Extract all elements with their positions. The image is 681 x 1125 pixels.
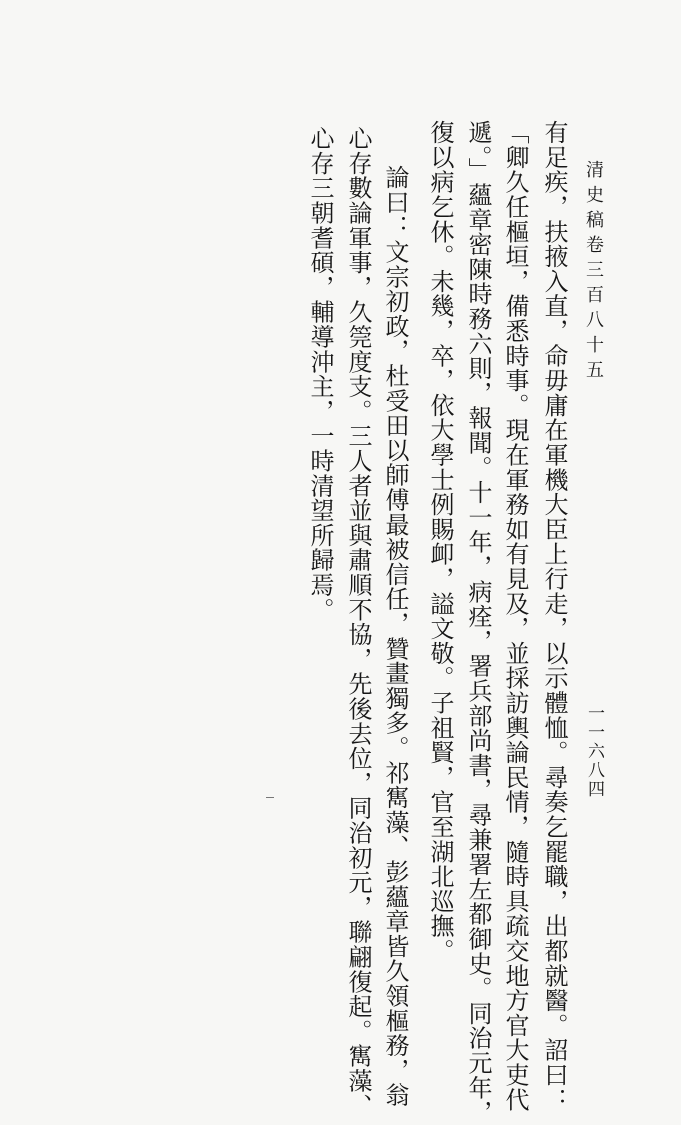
page-number: 一一六八四 — [584, 704, 604, 799]
text-column: 復以病乞休。未幾，卒，依大學士例賜卹，謚文敬。子祖賢，官至湖北巡撫。 — [426, 120, 454, 964]
commentary-column: 心存三朝耆碩，輔導沖主，一時清望所歸焉。 — [306, 126, 334, 622]
text-column: 有足疾，扶掖入直，命毋庸在軍機大臣上行走，以示體恤。尋奏乞罷職，出都就醫。詔曰： — [540, 120, 568, 1112]
running-title: 清史稿卷三百八十五 — [583, 160, 604, 385]
stray-mark — [266, 797, 274, 798]
commentary-column: 心存數論軍事，久筦度支。三人者並與肅順不協，先後去位，同治初元，聯翩復起。寯藻、 — [344, 126, 372, 1118]
text-column: 遞。」蘊章密陳時務六則，報聞。十一年，病痊，署兵部尚書，尋兼署左都御史。同治元年， — [464, 120, 492, 1125]
commentary-column: 論曰：文宗初政，杜受田以師傅最被信任，贊畫獨多。祁寯藻、彭蘊章皆久領樞務，翁 — [381, 165, 409, 1108]
text-column: 「卿久任樞垣，備悉時事。現在軍務如有見及，並採訪輿論民情，隨時具疏交地方官大吏代 — [501, 120, 529, 1112]
